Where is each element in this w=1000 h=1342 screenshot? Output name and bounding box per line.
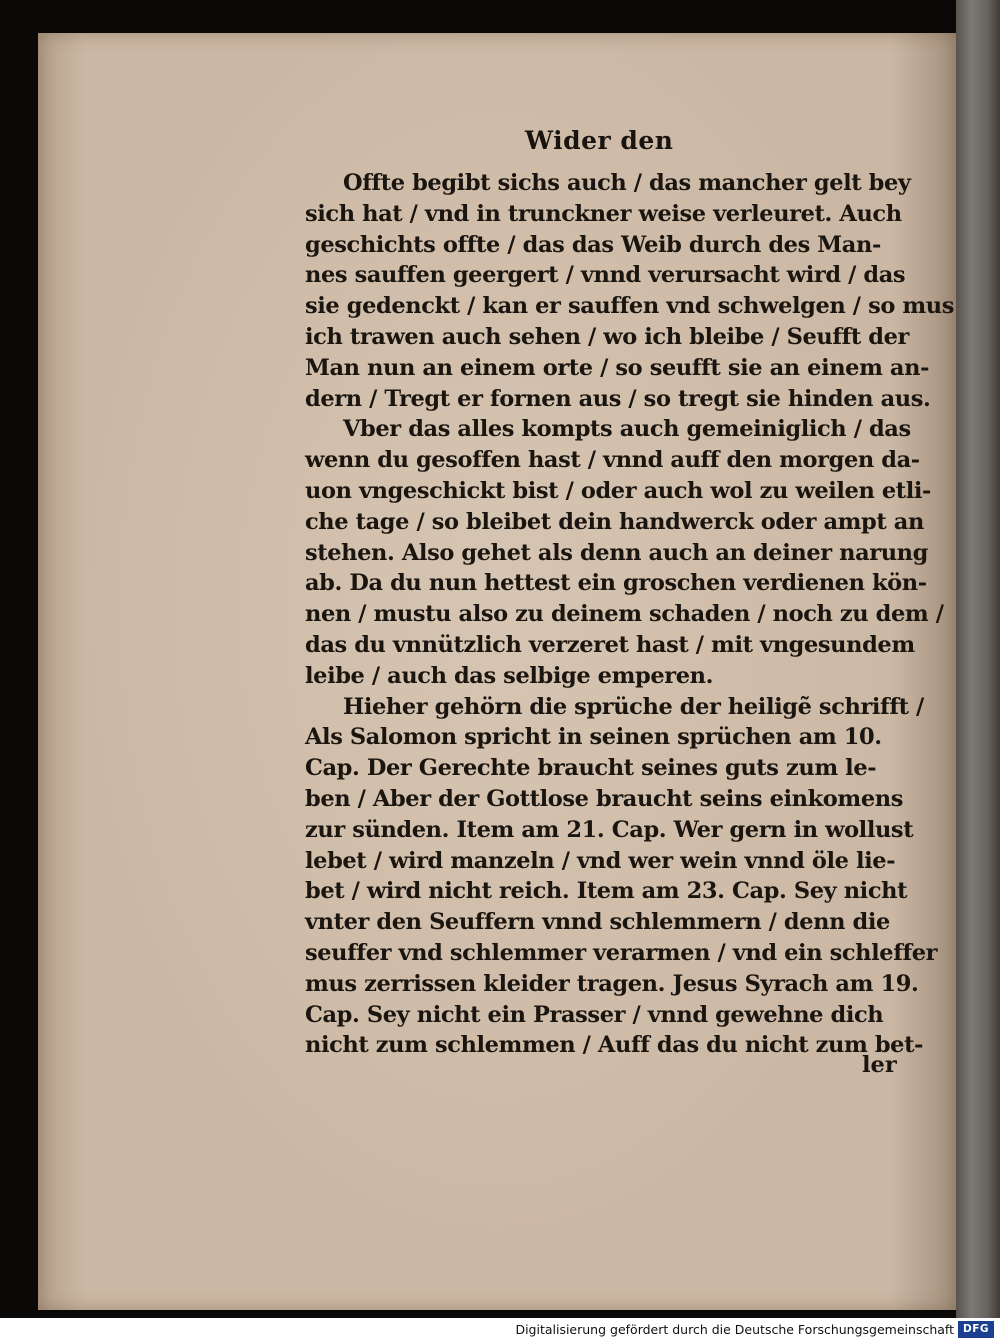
text-line: Cap. Sey nicht ein Prasser / vnnd gewehne dich <box>305 1001 884 1028</box>
footer-credit-text: Digitalisierung gefördert durch die Deutsche Forschungsgemeinschaft <box>515 1322 954 1337</box>
text-line: Als Salomon spricht in seinen sprüchen am 10. <box>305 724 882 751</box>
text-line: ben / Aber der Gottlose braucht seins einkomens <box>305 785 903 812</box>
text-line: uon vngeschickt bist / oder auch wol zu weilen etli- <box>305 477 931 504</box>
text-line: lebet / wird manzeln / vnd wer wein vnnd öle lie- <box>305 847 896 874</box>
dfg-logo-icon: DFG <box>958 1321 994 1338</box>
text-line: wenn du gesoffen hast / vnnd auff den morgen da- <box>305 447 920 474</box>
text-line: das du vnnützlich verzeret hast / mit vngesundem <box>305 631 915 658</box>
text-line: che tage / so bleibet dein handwerck oder ampt an <box>305 508 924 535</box>
running-head: Wider den <box>525 126 674 155</box>
text-line: dern / Tregt er fornen aus / so tregt sie hinden aus. <box>305 385 931 412</box>
text-line: leibe / auch das selbige emperen. <box>305 662 714 689</box>
text-line: Hieher gehörn die sprüche der heiligẽ schrifft / <box>343 693 924 720</box>
text-line: sich hat / vnd in trunckner weise verleuret. Auch <box>305 200 902 227</box>
adjacent-page-edge <box>956 0 1000 1318</box>
text-line: Man nun an einem orte / so seufft sie an einem an- <box>305 354 930 381</box>
text-line: ich trawen auch sehen / wo ich bleibe / Seufft der <box>305 323 910 350</box>
text-line: Cap. Der Gerechte braucht seines guts zum le- <box>305 755 877 782</box>
text-line: Vber das alles kompts auch gemeiniglich / das <box>343 416 911 443</box>
text-line: stehen. Also gehet als denn auch an deiner narung <box>305 539 928 566</box>
text-line: vnter den Seuffern vnnd schlemmern / denn die <box>305 909 890 936</box>
text-line: ab. Da du nun hettest ein groschen verdienen kön- <box>305 570 927 597</box>
text-line: nen / mustu also zu deinem schaden / noch zu dem / <box>305 601 944 628</box>
text-line: geschichts offte / das das Weib durch des Man- <box>305 231 881 258</box>
text-line: bet / wird nicht reich. Item am 23. Cap. Sey nicht <box>305 878 908 905</box>
text-line: sie gedenckt / kan er sauffen vnd schwelgen / so mus <box>305 293 955 320</box>
text-line: mus zerrissen kleider tragen. Jesus Syrach am 19. <box>305 970 919 997</box>
text-line: Offte begibt sichs auch / das mancher gelt bey <box>343 170 911 196</box>
text-line: seuffer vnd schlemmer verarmen / vnd ein schleffer <box>305 939 938 966</box>
text-line: nicht zum schlemmen / Auff das du nicht zum bet- <box>305 1032 924 1059</box>
catchword: ler <box>862 1052 897 1078</box>
text-line: nes sauffen geergert / vnnd verursacht wird / das <box>305 262 906 289</box>
text-line: zur sünden. Item am 21. Cap. Wer gern in wollust <box>305 816 914 843</box>
text-block <box>305 168 955 1061</box>
footer-bar <box>0 1318 1000 1342</box>
